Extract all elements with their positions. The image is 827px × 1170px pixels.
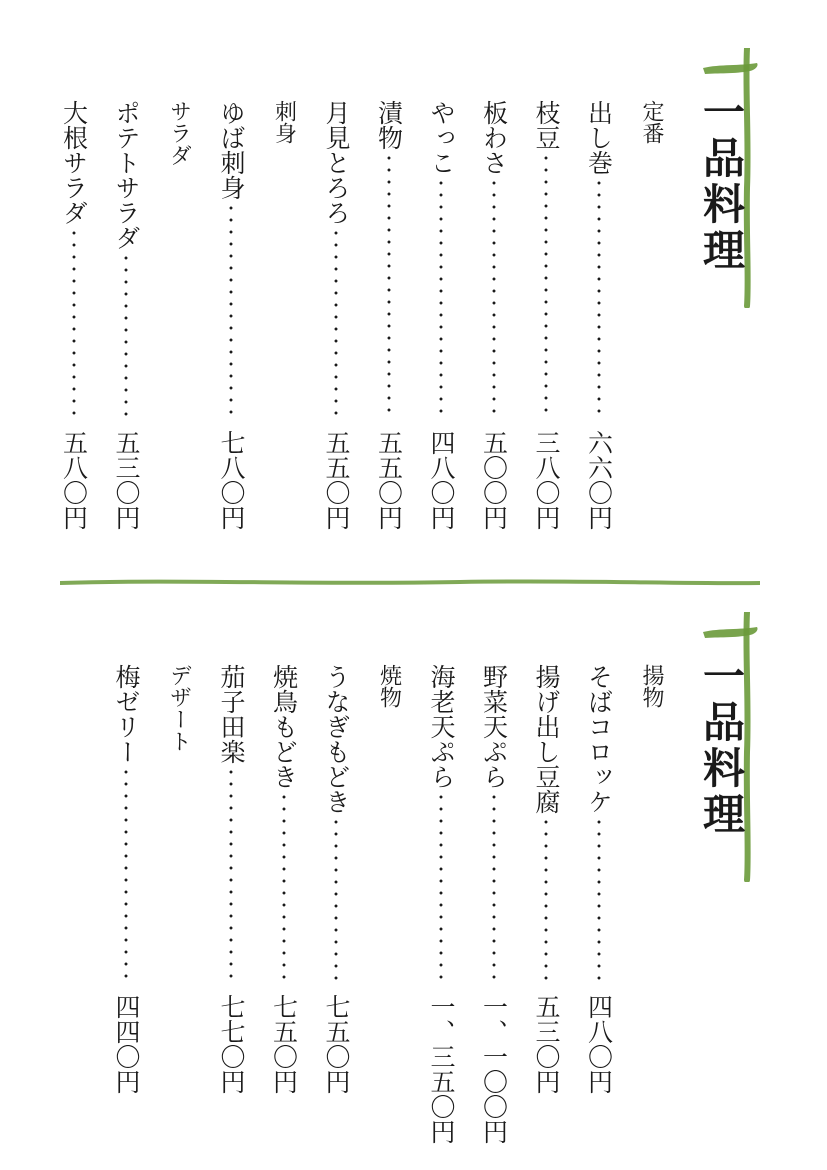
item-name: 月見とろろ: [322, 100, 351, 225]
item-price: 四八〇円: [584, 994, 614, 1094]
item-name: 海老天ぷら: [427, 664, 456, 789]
item-price: 五八〇円: [59, 430, 89, 530]
dot-leader: [476, 791, 512, 984]
menu-item: [362, 100, 415, 560]
dot-leader: [423, 177, 459, 420]
item-name: 漬物: [374, 100, 404, 150]
menu-section-bottom: [0, 592, 827, 1170]
dot-leader: [371, 152, 407, 420]
menu-item: [100, 100, 153, 560]
menu-item: [520, 664, 573, 1124]
dot-leader: [266, 791, 302, 984]
menu-item: [415, 100, 468, 560]
dot-leader: [423, 791, 459, 984]
item-price: 四四〇円: [112, 994, 141, 1094]
item-name: 枝豆: [532, 100, 561, 150]
item-name: 板わさ: [479, 100, 509, 175]
item-price: 五五〇円: [322, 430, 351, 530]
dot-leader: [528, 816, 564, 984]
category-label: 揚物: [639, 664, 664, 708]
menu-item: [467, 100, 520, 560]
item-name: 焼鳥もどき: [269, 664, 299, 789]
menu-category: [257, 100, 310, 560]
category-label: デザート: [166, 664, 192, 752]
item-name: 大根サラダ: [59, 100, 89, 225]
item-name: 出し巻: [584, 100, 614, 175]
menu-category: [362, 664, 415, 1124]
dot-leader: [213, 202, 249, 420]
divider-brush-line: [60, 576, 760, 590]
dot-leader: [528, 152, 564, 420]
menu-item: [47, 100, 100, 560]
item-name: 野菜天ぷら: [479, 664, 509, 789]
menu-item: [100, 664, 153, 1124]
dot-leader: [476, 177, 512, 420]
item-price: 一、三五〇円: [427, 994, 456, 1144]
menu-item: [520, 100, 573, 560]
item-name: 茄子田楽: [217, 664, 246, 764]
menu-section-top: [0, 0, 827, 580]
dot-leader: [108, 252, 144, 420]
menu-item: [310, 100, 363, 560]
item-name: やっこ: [427, 100, 456, 175]
dot-leader: [56, 227, 92, 420]
category-label: サラダ: [166, 100, 192, 166]
item-name: 揚げ出し豆腐: [532, 664, 561, 814]
category-label: 定番: [639, 100, 664, 144]
menu-item: [572, 100, 625, 560]
menu-item: [257, 664, 310, 1124]
item-price: 五〇〇円: [479, 430, 509, 530]
dot-leader: [108, 766, 144, 984]
menu-category: [152, 664, 205, 1124]
item-price: 六六〇円: [584, 430, 614, 530]
item-price: 七八〇円: [217, 430, 246, 530]
menu-item: [205, 664, 258, 1124]
item-price: 一、一〇〇円: [479, 994, 509, 1144]
menu-item: [415, 664, 468, 1144]
item-price: 三八〇円: [532, 430, 561, 530]
menu-item: [467, 664, 520, 1144]
menu-category: [625, 100, 678, 560]
item-price: 七七〇円: [217, 994, 246, 1094]
item-price: 五三〇円: [532, 994, 561, 1094]
item-price: 五五〇円: [374, 430, 404, 530]
item-price: 七五〇円: [322, 994, 351, 1094]
menu-columns: [100, 664, 678, 1144]
section-title: 一品料理: [697, 654, 746, 838]
menu-category: [625, 664, 678, 1124]
menu-item: [310, 664, 363, 1124]
dot-leader: [318, 227, 354, 420]
menu-columns: [47, 100, 677, 560]
item-name: ポテトサラダ: [112, 100, 141, 250]
item-price: 四八〇円: [427, 430, 456, 530]
dot-leader: [581, 816, 617, 984]
section-title: 一品料理: [697, 90, 746, 274]
item-price: 七五〇円: [269, 994, 299, 1094]
dot-leader: [318, 816, 354, 984]
category-label: 刺身: [271, 100, 297, 144]
menu-item: [572, 664, 625, 1124]
dot-leader: [581, 177, 617, 420]
item-price: 五三〇円: [112, 430, 141, 530]
item-name: うなぎもどき: [322, 664, 351, 814]
menu-item: [205, 100, 258, 560]
menu-category: [152, 100, 205, 560]
category-label: 焼物: [376, 664, 402, 708]
item-name: そばコロッケ: [584, 664, 614, 814]
dot-leader: [213, 766, 249, 984]
item-name: 梅ゼリー: [112, 664, 141, 764]
item-name: ゆば刺身: [217, 100, 246, 200]
